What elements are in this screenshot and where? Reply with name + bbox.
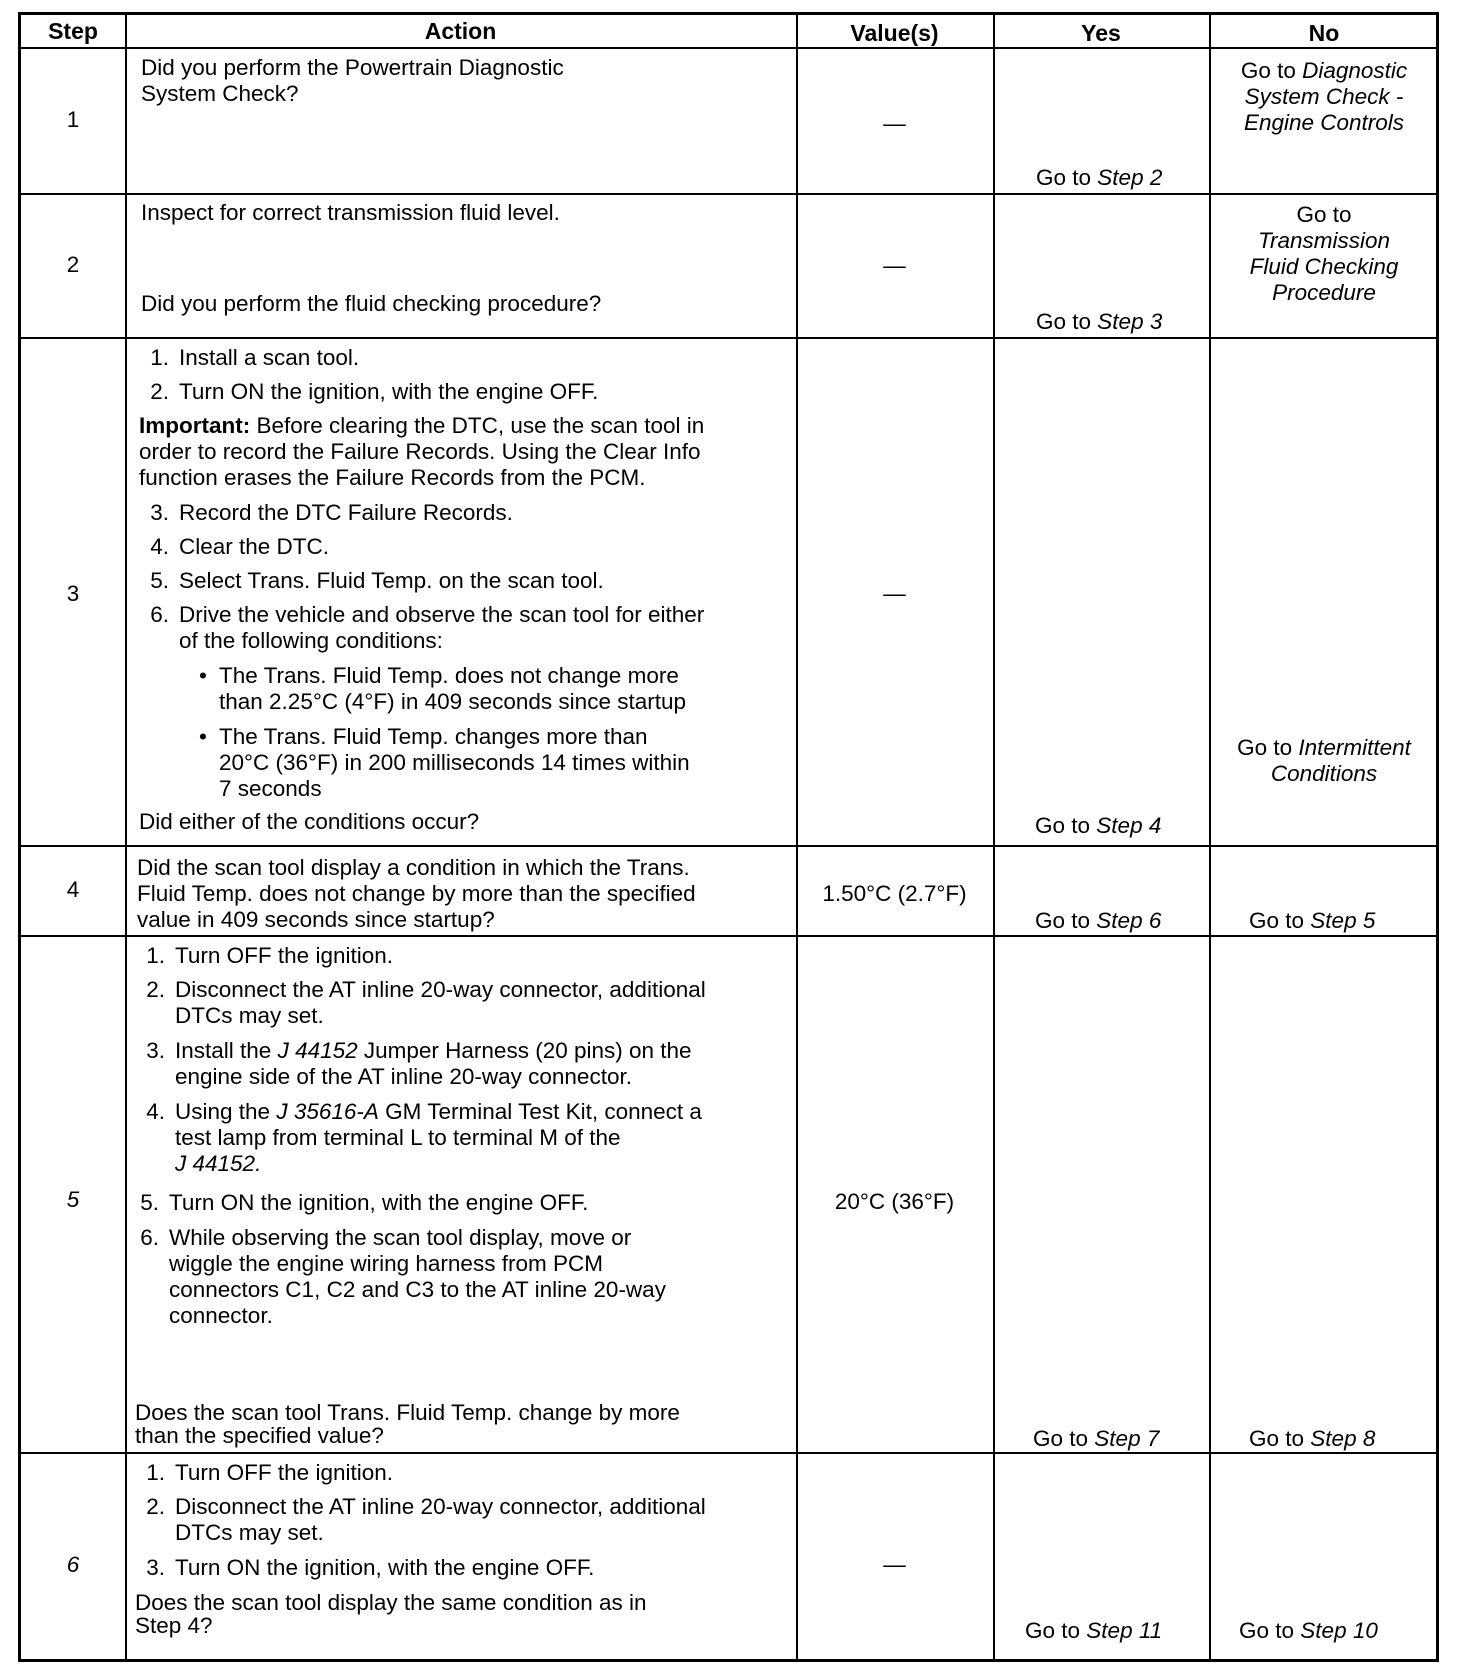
action-step: DTCs may set.	[175, 1003, 324, 1028]
step-number: 5	[66, 1187, 80, 1212]
action-text: Fluid Temp. does not change by more than the specified	[137, 881, 696, 906]
action-question: Does the scan tool display the same condition as in	[135, 1590, 647, 1615]
bullet-item: 20°C (36°F) in 200 milliseconds 14 times within	[219, 750, 690, 775]
action-text: Did the scan tool display a condition in which the Trans.	[137, 855, 690, 880]
bullet-item: 7 seconds	[219, 776, 322, 801]
action-step: DTCs may set.	[175, 1520, 324, 1545]
step-number: 6	[66, 1552, 80, 1577]
action-step: 3. Record the DTC Failure Records.	[150, 500, 513, 525]
action-question: Does the scan tool Trans. Fluid Temp. change by more	[135, 1400, 680, 1425]
action-step: 1. Turn OFF the ignition.	[146, 943, 394, 968]
yes-link[interactable]: Go to Step 7	[1033, 1426, 1160, 1451]
action-text: value in 409 seconds since startup?	[137, 907, 495, 932]
yes-link[interactable]: Go to Step 2	[1036, 165, 1163, 190]
header-values: Value(s)	[850, 20, 939, 46]
action-question: than the specified value?	[135, 1423, 384, 1448]
row-divider	[21, 47, 1436, 49]
row-divider	[21, 1452, 1436, 1454]
action-step: 1. Install a scan tool.	[150, 345, 360, 370]
bullet-item: • The Trans. Fluid Temp. does not change more	[199, 663, 679, 688]
action-text: Did you perform the Powertrain Diagnostic	[141, 55, 564, 80]
value-cell: 1.50°C (2.7°F)	[822, 881, 967, 906]
step-number: 4	[66, 877, 80, 902]
no-link[interactable]: Go to Transmission Fluid Checking Procedure	[1249, 202, 1399, 305]
important-note: order to record the Failure Records. Using the Clear Info	[139, 439, 701, 464]
action-step: connectors C1, C2 and C3 to the AT inline 20-way	[169, 1277, 666, 1302]
no-link[interactable]: Go to Step 5	[1249, 908, 1376, 933]
action-step: 2. Turn ON the ignition, with the engine OFF.	[150, 379, 599, 404]
action-step: 5. Select Trans. Fluid Temp. on the scan tool.	[150, 568, 604, 593]
column-divider	[993, 15, 995, 1659]
action-question: Step 4?	[135, 1613, 213, 1638]
important-note: function erases the Failure Records from the PCM.	[139, 465, 646, 490]
bullet-item: than 2.25°C (4°F) in 409 seconds since startup	[219, 689, 686, 714]
step-number: 3	[66, 581, 80, 606]
diagnostic-table	[18, 12, 1439, 1662]
yes-link[interactable]: Go to Step 3	[1036, 309, 1163, 334]
no-link[interactable]: Go to Intermittent Conditions	[1237, 735, 1411, 786]
step-number: 1	[66, 107, 80, 132]
value-cell: 20°C (36°F)	[834, 1189, 955, 1214]
action-step: test lamp from terminal L to terminal M of the	[175, 1125, 621, 1150]
action-step: of the following conditions:	[179, 628, 443, 653]
row-divider	[21, 935, 1436, 937]
row-divider	[21, 337, 1436, 339]
header-action: Action	[424, 18, 497, 44]
action-step: connector.	[169, 1303, 273, 1328]
action-step: 3. Turn ON the ignition, with the engine OFF.	[146, 1555, 595, 1580]
action-step: wiggle the engine wiring harness from PCM	[169, 1251, 603, 1276]
value-cell: —	[883, 253, 906, 278]
action-step: J 44152.	[175, 1151, 262, 1176]
header-step: Step	[48, 18, 98, 44]
no-link[interactable]: Go to Step 10	[1239, 1618, 1378, 1643]
action-text: Inspect for correct transmission fluid level.	[141, 200, 560, 225]
no-link[interactable]: Go to Step 8	[1249, 1426, 1376, 1451]
action-step: 6. Drive the vehicle and observe the scan tool for either	[150, 602, 705, 627]
yes-link[interactable]: Go to Step 6	[1035, 908, 1162, 933]
header-no: No	[1308, 20, 1340, 46]
header-yes: Yes	[1081, 20, 1121, 46]
action-step: 3. Install the J 44152 Jumper Harness (20 pins) on the	[146, 1038, 692, 1063]
action-step: 4. Using the J 35616-A GM Terminal Test Kit, connect a	[146, 1099, 702, 1124]
action-step: 2. Disconnect the AT inline 20-way connector, additional	[146, 977, 706, 1002]
action-step: 6. While observing the scan tool display, move or	[140, 1225, 632, 1250]
action-step: 2. Disconnect the AT inline 20-way connector, additional	[146, 1494, 706, 1519]
action-question: Did either of the conditions occur?	[139, 809, 480, 834]
action-question: Did you perform the fluid checking procedure?	[141, 291, 602, 316]
value-cell: —	[883, 111, 906, 136]
value-cell: —	[883, 581, 906, 606]
action-step: 1. Turn OFF the ignition.	[146, 1460, 394, 1485]
action-text: System Check?	[141, 81, 299, 106]
yes-link[interactable]: Go to Step 4	[1035, 813, 1162, 838]
action-step: 5. Turn ON the ignition, with the engine OFF.	[140, 1190, 589, 1215]
action-step: 4. Clear the DTC.	[150, 534, 330, 559]
action-step: engine side of the AT inline 20-way connector.	[175, 1064, 632, 1089]
column-divider	[125, 15, 127, 1659]
step-number: 2	[66, 252, 80, 277]
row-divider	[21, 845, 1436, 847]
no-link[interactable]: Go to Diagnostic System Check - Engine Controls	[1240, 58, 1408, 135]
value-cell: —	[883, 1552, 906, 1577]
yes-link[interactable]: Go to Step 11	[1025, 1618, 1163, 1643]
important-note: Important: Before clearing the DTC, use the scan tool in	[139, 413, 705, 438]
bullet-item: • The Trans. Fluid Temp. changes more than	[199, 724, 648, 749]
row-divider	[21, 193, 1436, 195]
